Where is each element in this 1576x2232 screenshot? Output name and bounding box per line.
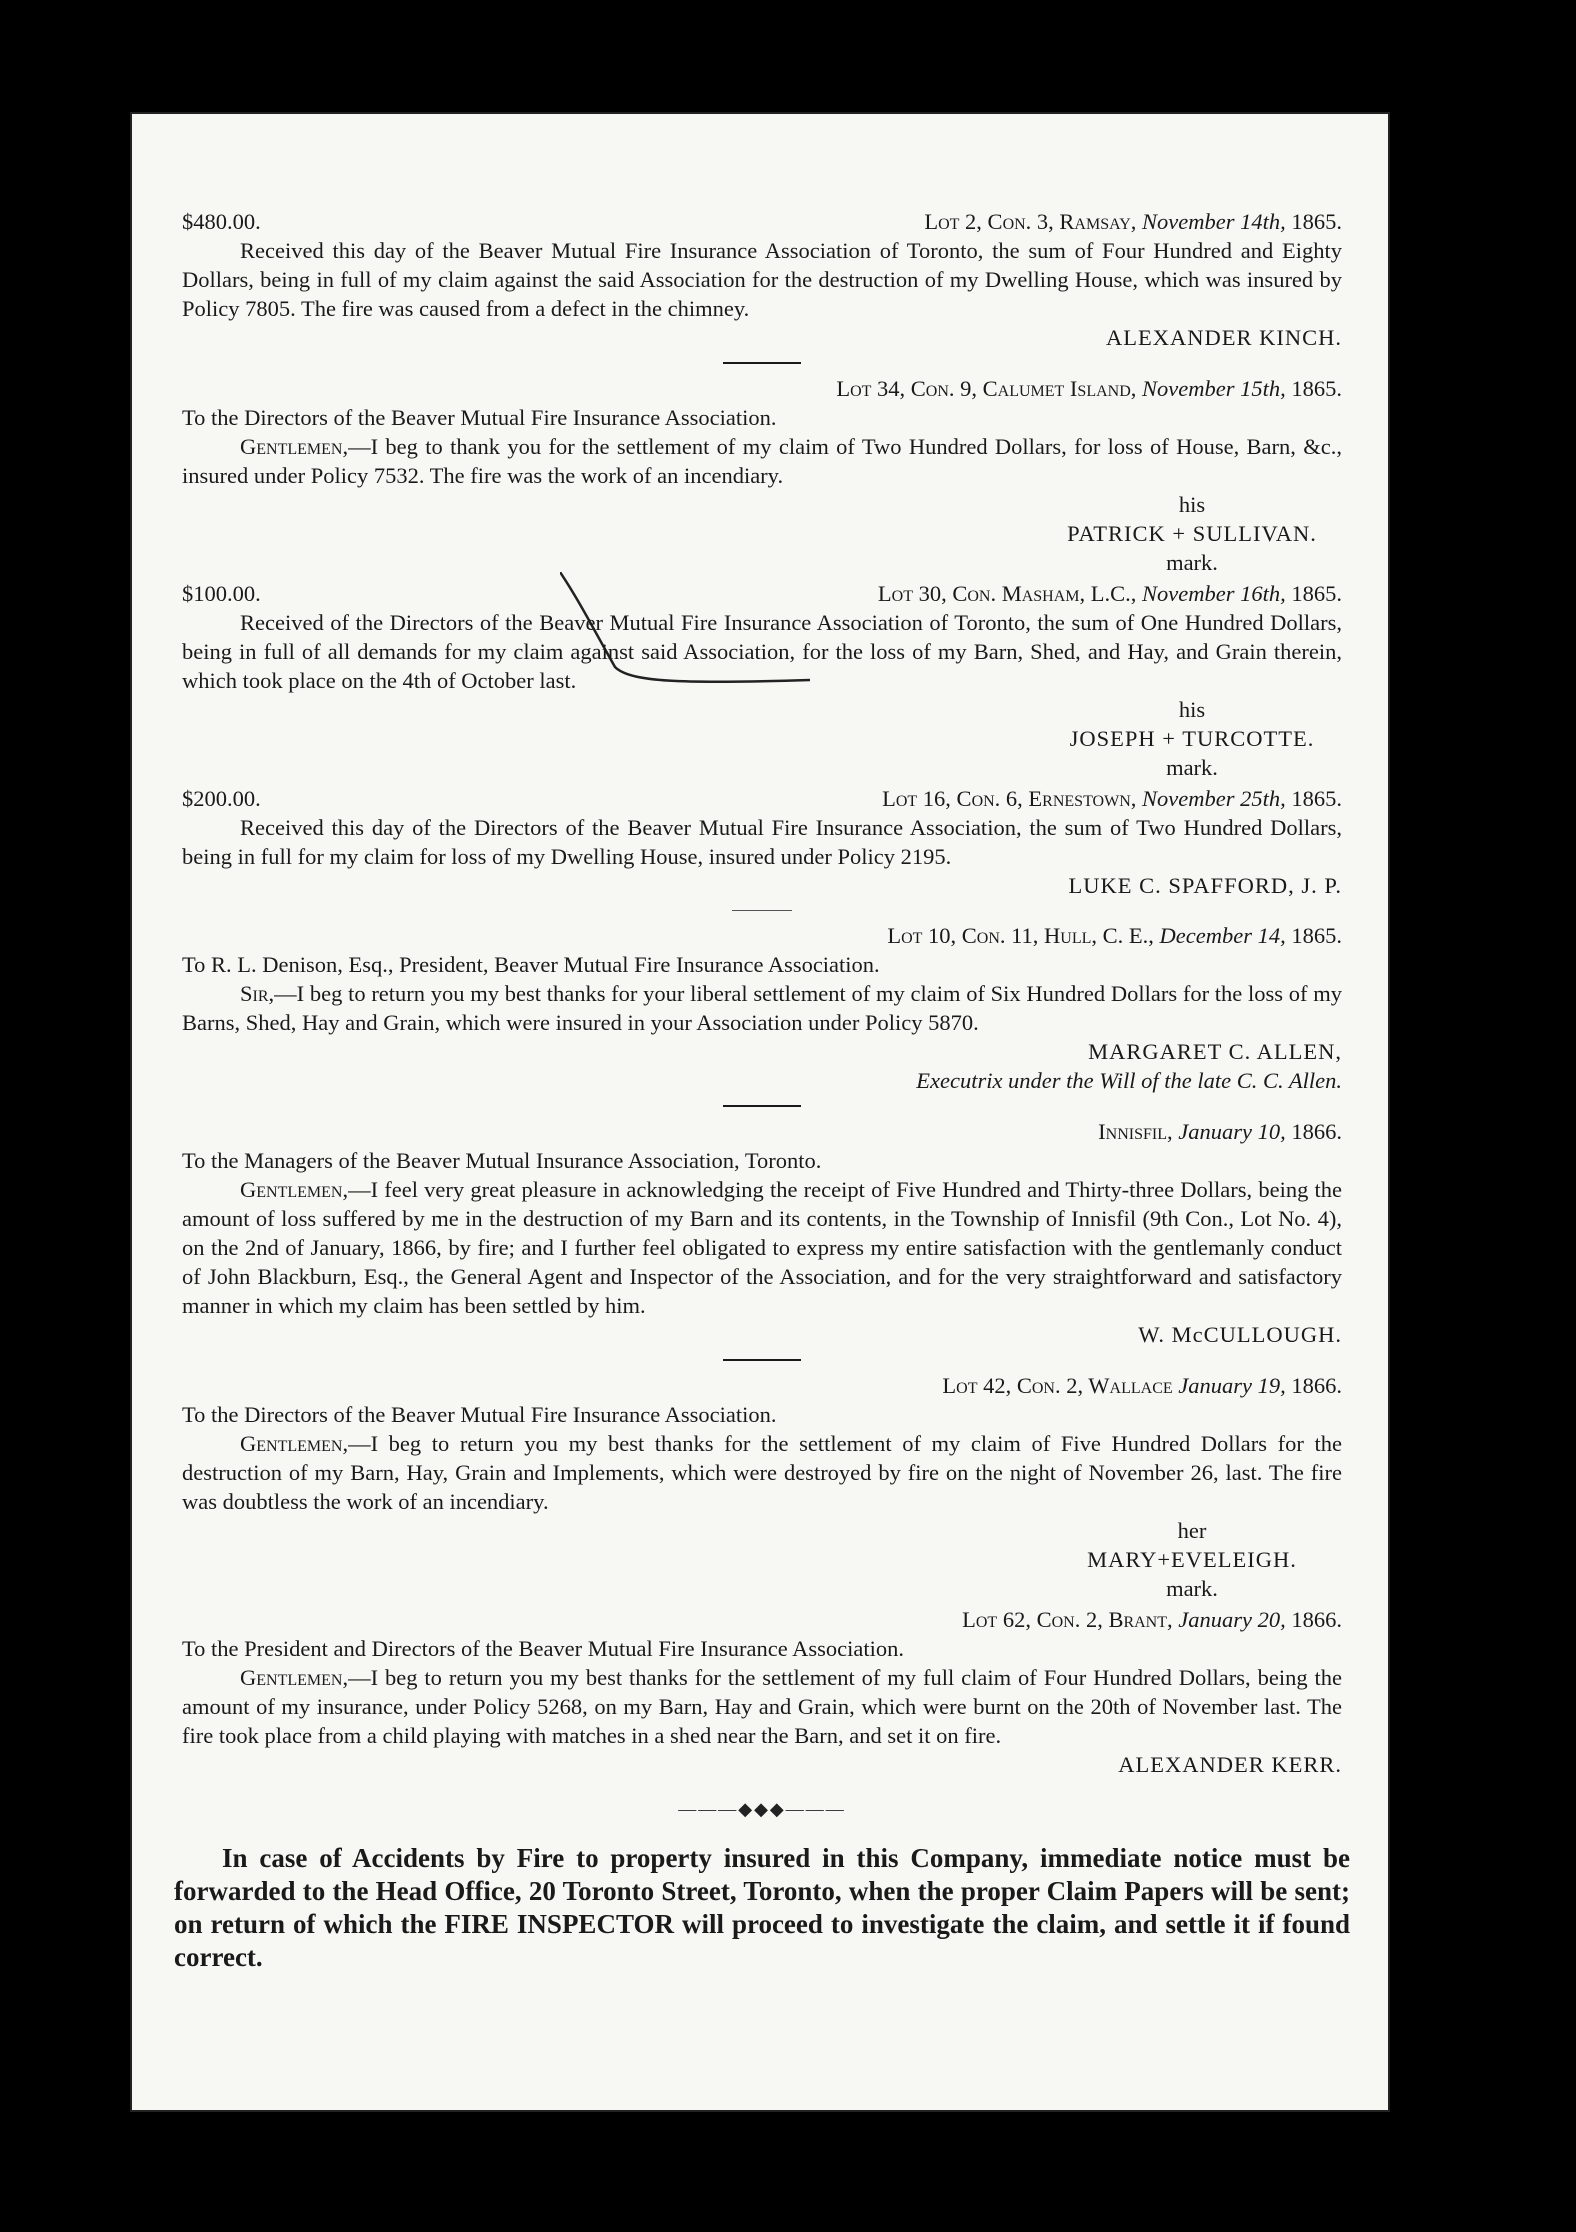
receipt-spafford: [182, 784, 1342, 900]
separator: [723, 1105, 801, 1107]
his-label: his: [1178, 697, 1206, 722]
year: 1865.: [1291, 581, 1342, 606]
date: January 19,: [1178, 1373, 1286, 1398]
lot: Lot 34, Con. 9, Calumet Island,: [836, 376, 1137, 401]
document-content: [174, 207, 1350, 1974]
separator: [732, 910, 792, 911]
addressee: To R. L. Denison, Esq., President, Beaver Mutual Fire Insurance Association.: [182, 952, 880, 977]
letter-text: [182, 1175, 1342, 1320]
signature: JOSEPH + TURCOTTE.: [1069, 726, 1315, 751]
dateline: [182, 374, 1342, 403]
his-label: his: [1178, 492, 1206, 517]
receipt-header: [182, 784, 1342, 813]
lot: Lot 16, Con. 6, Ernestown,: [882, 786, 1137, 811]
date: January 10,: [1178, 1119, 1286, 1144]
separator: [723, 1359, 801, 1361]
body: —I feel very great pleasure in acknowledging the receipt of Five Hundred and Thirty-three Dollars, being the amount of loss suffered by me in the destruction of my Barn and its contents, in the Township of Innisfil (9th Con., Lot No. 4), on the 2nd of January, 1866, by fire; and I further feel obligated to express my entire satisfaction with the gentlemanly conduct of John Blackburn, Esq., the General Agent and Inspector of the Association, and for the very straightforward and satisfactory manner in which my claim has been settled by him.: [182, 1177, 1342, 1318]
fire-notice: In case of Accidents by Fire to property insured in this Company, immediate notice must be forwarded to the Head Office, 20 Toronto Street, Toronto, when the proper Claim Papers will be sent; on return of which the FIRE INSPECTOR will proceed to investigate the claim, and settle it if found correct.: [174, 1843, 1350, 1972]
salutation: Gentlemen,: [240, 1431, 349, 1456]
addressee: To the Managers of the Beaver Mutual Insurance Association, Toronto.: [182, 1148, 822, 1173]
body: —I beg to return you my best thanks for the settlement of my claim of Five Hundred Dollars for the destruction of my Barn, Hay, Grain and Implements, which were destroyed by fire on the night of November 26, last. The fire was doubtless the work of an incendiary.: [182, 1431, 1342, 1514]
letter-allen: [182, 921, 1342, 1095]
addressee: To the President and Directors of the Beaver Mutual Fire Insurance Association.: [182, 1636, 904, 1661]
addressee: To the Directors of the Beaver Mutual Fire Insurance Association.: [182, 1402, 777, 1427]
year: 1865.: [1291, 786, 1342, 811]
letter-text: [182, 1429, 1342, 1516]
letter-eveleigh: [182, 1371, 1342, 1603]
dateline: [924, 207, 1342, 236]
mark-label: mark.: [1166, 550, 1218, 575]
salutation: Sir,: [240, 981, 275, 1006]
addressee: To the Directors of the Beaver Mutual Fire Insurance Association.: [182, 405, 777, 430]
lot: Lot 42, Con. 2, Wallace: [942, 1373, 1173, 1398]
receipt-kinch: [182, 207, 1342, 352]
lot: Lot 30, Con. Masham, L.C.,: [877, 581, 1137, 606]
body: —I beg to thank you for the settlement of my claim of Two Hundred Dollars, for loss of House, Barn, &c., insured under Policy 7532. The fire was the work of an incendiary.: [182, 434, 1342, 488]
signature: ALEXANDER KINCH.: [1106, 325, 1342, 350]
salutation: Gentlemen,: [240, 1177, 349, 1202]
dateline: [182, 1371, 1342, 1400]
signature: LUKE C. SPAFFORD, J. P.: [1068, 873, 1342, 898]
letter-text: [182, 1663, 1342, 1750]
ornament-divider: ———◆◆◆———: [678, 1799, 846, 1819]
receipt-header: [182, 579, 1342, 608]
dateline: [878, 579, 1342, 608]
signature: ALEXANDER KERR.: [1118, 1752, 1342, 1777]
letter-text: [182, 432, 1342, 490]
letter-kerr: [182, 1605, 1342, 1779]
document-page: [130, 112, 1390, 2112]
mark-label: mark.: [1166, 755, 1218, 780]
year: 1865.: [1291, 923, 1342, 948]
mark-signature: [182, 1516, 1342, 1603]
date: January 20,: [1178, 1607, 1286, 1632]
date: November 14th,: [1142, 209, 1286, 234]
signature: MARY+EVELEIGH.: [1087, 1547, 1297, 1572]
dateline: [182, 1117, 1342, 1146]
signature: PATRICK + SULLIVAN.: [1067, 521, 1317, 546]
salutation: Gentlemen,: [240, 1665, 349, 1690]
letter-text: [182, 979, 1342, 1037]
receipt-text: Received this day of the Beaver Mutual Fire Insurance Association of Toronto, the sum of Four Hundred and Eighty Dollars, being in full of my claim against the said Association for the destruction of my Dwelling House, which was insured by Policy 7805. The fire was caused from a defect in the chimney.: [182, 238, 1342, 321]
dateline: [182, 921, 1342, 950]
year: 1866.: [1291, 1373, 1342, 1398]
lot: Lot 10, Con. 11, Hull, C. E.,: [887, 923, 1154, 948]
amount: $200.00.: [182, 786, 261, 811]
letter-mccullough: [182, 1117, 1342, 1349]
salutation: Gentlemen,: [240, 434, 349, 459]
place: Innisfil,: [1098, 1119, 1173, 1144]
mark-label: mark.: [1166, 1576, 1218, 1601]
mark-signature: [182, 695, 1342, 782]
dateline: [882, 784, 1342, 813]
dateline: [182, 1605, 1342, 1634]
body: —I beg to return you my best thanks for your liberal settlement of my claim of Six Hundred Dollars for the loss of my Barns, Shed, Hay and Grain, which were insured in your Association under Policy 5870.: [182, 981, 1342, 1035]
year: 1866.: [1291, 1607, 1342, 1632]
separator: [723, 362, 801, 364]
signature: MARGARET C. ALLEN,: [1088, 1039, 1342, 1064]
year: 1865.: [1291, 376, 1342, 401]
date: November 25th,: [1142, 786, 1286, 811]
date: December 14,: [1159, 923, 1286, 948]
receipt-text: Received this day of the Directors of the Beaver Mutual Fire Insurance Association, the sum of Two Hundred Dollars, being in full for my claim for loss of my Dwelling House, insured under Policy 2195.: [182, 815, 1342, 869]
year: 1865.: [1291, 209, 1342, 234]
signature: W. McCULLOUGH.: [1138, 1322, 1342, 1347]
receipt-header: [182, 207, 1342, 236]
amount: $100.00.: [182, 581, 261, 606]
signature-title: Executrix under the Will of the late C. C. Allen.: [916, 1068, 1342, 1093]
lot: Lot 62, Con. 2, Brant,: [962, 1607, 1173, 1632]
date: November 16th,: [1142, 581, 1286, 606]
letter-sullivan: [182, 374, 1342, 577]
receipt-turcotte: [182, 579, 1342, 782]
body: —I beg to return you my best thanks for the settlement of my full claim of Four Hundred Dollars, being the amount of my insurance, under Policy 5268, on my Barn, Hay and Grain, which were burnt on the 20th of November last. The fire took place from a child playing with matches in a shed near the Barn, and set it on fire.: [182, 1665, 1342, 1748]
her-label: her: [1177, 1518, 1207, 1543]
amount: $480.00.: [182, 209, 261, 234]
date: November 15th,: [1142, 376, 1286, 401]
receipt-text: Received of the Directors of the Beaver Mutual Fire Insurance Association of Toronto, the sum of One Hundred Dollars, being in full of all demands for my claim against said Association, for the loss of my Barn, Shed, and Hay, and Grain therein, which took place on the 4th of October last.: [182, 610, 1342, 693]
lot: Lot 2, Con. 3, Ramsay,: [924, 209, 1137, 234]
mark-signature: [182, 490, 1342, 577]
year: 1866.: [1291, 1119, 1342, 1144]
